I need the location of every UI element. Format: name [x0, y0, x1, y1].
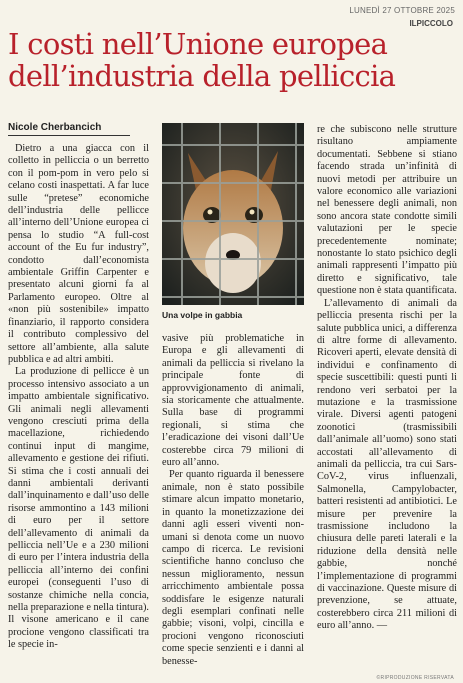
- paragraph: vasive più problematiche in Europa e gli allevamenti di animali da pelliccia si rivelano la principale fonte di approvvigionamento di animali, sia storicamente che attualmente. Sulla base di programmi regionali, si stima che l’eradicazione dei visoni dall’Ue costerebbe circa 79 milioni di euro all’anno.: [162, 333, 304, 469]
- paragraph: L’allevamento di animali da pelliccia presenta rischi per la salute pubblica unici, a differenza di altre forme di allevamento. Ricoveri aperti, elevate densità di individui e confinamento di specie suscettibili: questi punti li rendono veri serbatoi per la mutazione e la trasmissione virale. Diversi agenti patogeni zoonotici (trasmissibili dall’animale all’uomo) sono stati accostati all’allevamento di animali da pelliccia, tra cui Sars-CoV-2, virus influenzali, Salmonella, Campylobacter, batteri resistenti ad antibiotici. Le misure per prevenire la trasmissione includono la chiusura delle pareti laterali e la riduzione della densità nelle gabbie, nonché l’implementazione di programmi di vaccinazione. Queste misure di prevenzione, se attuate, costerebbero circa 211 milioni di euro all’anno. —: [317, 297, 457, 632]
- newspaper-name: ILPICCOLO: [409, 19, 453, 28]
- article-headline: [8, 28, 456, 92]
- copyright-notice: ©RIPRODUZIONE RISERVATA: [376, 675, 454, 681]
- paragraph: Dietro a una giacca con il colletto in pelliccia o un berretto con il pom-pom in vero pelo si celano costi inaspettati. A far luce sulle “pretese” economiche dell’industria delle pellicce all’interno dell’Unione europea ci pensa lo studio “A full-cost account of the Eu fur industry”, condotto dall’economista ambientale Griffin Carpenter e presentato alcuni giorni fa al Parlamento europeo. Oltre al «non più sostenibile» impatto finanziario, il rapporto considera il contributo complessivo del settore all’ambiente, alla salute pubblica e ad altri ambiti.: [8, 143, 149, 365]
- photo-caption: Una volpe in gabbia: [162, 310, 243, 320]
- fox-photo-illustration: [162, 123, 304, 305]
- article-column-1: [8, 143, 149, 675]
- article-column-3: [317, 124, 457, 675]
- paragraph: re che subiscono nelle strutture risultano ampiamente documentati. Sebbene si stiano facendo strada un’infinità di nuovi metodi per attribuire un valore economico alle variazioni nel benessere degli animali, non sono ancora state condotte simili valutazioni per le specie precedentemente nominate; nonostante lo stato psichico degli animali rappresenti l’impatto più diretto e significativo, tale questione non è stata quantificata.: [317, 124, 457, 297]
- paragraph: Per quanto riguarda il benessere animale, non è stato possibile stimare alcun impatto monetario, in quanto la monetizzazione dei danni agli esseri viventi non-umani si denota come un nuovo campo di ricerca. Le revisioni scientifiche hanno concluso che nessun miglioramento, nessun arricchimento ambientale possa soddisfare le esigenze naturali degli esemplari confinati nelle gabbie; visoni, volpi, cincilla e procioni vengono riconosciuti come specie senzienti e i danni al benesse-: [162, 469, 304, 667]
- paragraph: La produzione di pellicce è un processo intensivo associato a un impatto ambientale significativo. Gli animali negli allevamenti vengono cresciuti prima della macellazione, richiedendo continui input di mangime, allevamento e gestione dei rifiuti. Si stima che i costi annuali dei danni ambientali derivanti dall’inquinamento e dall’uso delle risorse ammontino a 143 milioni di euro per il settore dell’allevamento di animali da pelliccia nell’Ue e a 230 milioni di euro per l’intera industria della pelliccia all’interno dei confini europei (conseguenti l’uso di sostanze chimiche nella concia, nella preparazione e nella tintura). Il visone americano e il cane procione vengono classificati tra le specie in-: [8, 366, 149, 651]
- fox-in-cage-photo: [162, 123, 304, 305]
- byline: Nicole Cherbancich: [8, 122, 130, 136]
- date-line: LUNEDÌ 27 OTTOBRE 2025: [349, 6, 455, 15]
- article-column-2: [162, 333, 304, 675]
- headline-line-2: dell’industria della pelliccia: [8, 59, 396, 93]
- headline-line-1: I costi nell’Unione europea: [8, 27, 388, 61]
